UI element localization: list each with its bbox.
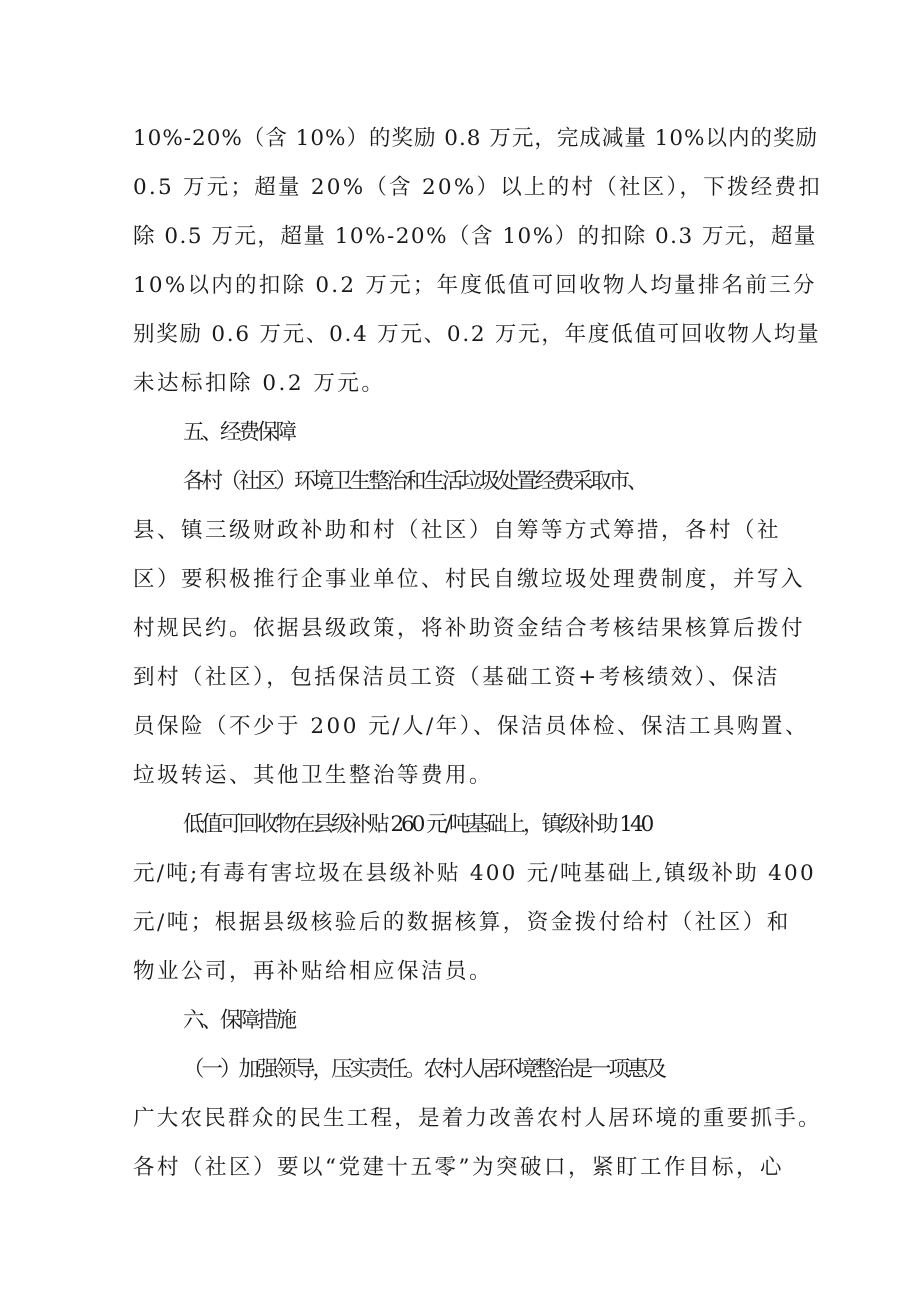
text-line: 各村（社区）要以“党建十五零”为突破口，紧盯工作目标，心 [133, 1155, 784, 1180]
text-line: 县、镇三级财政补助和村（社区）自筹等方式筹措，各村（社 [133, 518, 782, 543]
text-line: 10%-20%（含 10%）的奖励 0.8 万元，完成减量 10%以内的奖励 [133, 126, 818, 151]
text-line: 区）要积极推行企事业单位、村民自缴垃圾处理费制度，并写入 [133, 567, 806, 592]
text-line: 低值可回收物在县级补贴 260 元/吨基础上，镇级补助 140 [183, 812, 652, 837]
section-heading: 六、保障措施 [183, 1008, 295, 1033]
text-line: 别奖励 0.6 万元、0.4 万元、0.2 万元，年度低值可回收物人均量 [133, 322, 821, 347]
text-line: 元/吨;有毒有害垃圾在县级补贴 400 元/吨基础上,镇级补助 400 [133, 861, 816, 886]
text-line: 村规民约。依据县级政策，将补助资金结合考核结果核算后拨付 [133, 616, 806, 641]
text-line: 除 0.5 万元，超量 10%-20%（含 10%）的扣除 0.3 万元，超量 [133, 224, 818, 249]
text-line: 10%以内的扣除 0.2 万元；年度低值可回收物人均量排名前三分 [133, 273, 817, 298]
text-line: 到村（社区），包括保洁员工资（基础工资+考核绩效）、保洁 [133, 665, 781, 690]
section-heading: 五、经费保障 [183, 420, 295, 445]
text-line: 各村（社区）环境卫生整治和生活垃圾处置经费采取市、 [183, 469, 646, 494]
text-line: （一）加强领导，压实责任。农村人居环境整治是一项惠及 [183, 1057, 665, 1082]
text-line: 员保险（不少于 200 元/人/年）、保洁员体检、保洁工具购置、 [133, 714, 809, 739]
text-line: 广大农民群众的民生工程，是着力改善农村人居环境的重要抓手。 [133, 1106, 822, 1131]
text-line: 元/吨；根据县级核验后的数据核算，资金拨付给村（社区）和 [133, 910, 791, 935]
text-line: 0.5 万元；超量 20%（含 20%）以上的村（社区），下拨经费扣 [133, 175, 823, 200]
text-line: 物业公司，再补贴给相应保洁员。 [133, 959, 494, 984]
text-line: 未达标扣除 0.2 万元。 [133, 371, 386, 396]
text-line: 垃圾转运、其他卫生整治等费用。 [133, 763, 494, 788]
